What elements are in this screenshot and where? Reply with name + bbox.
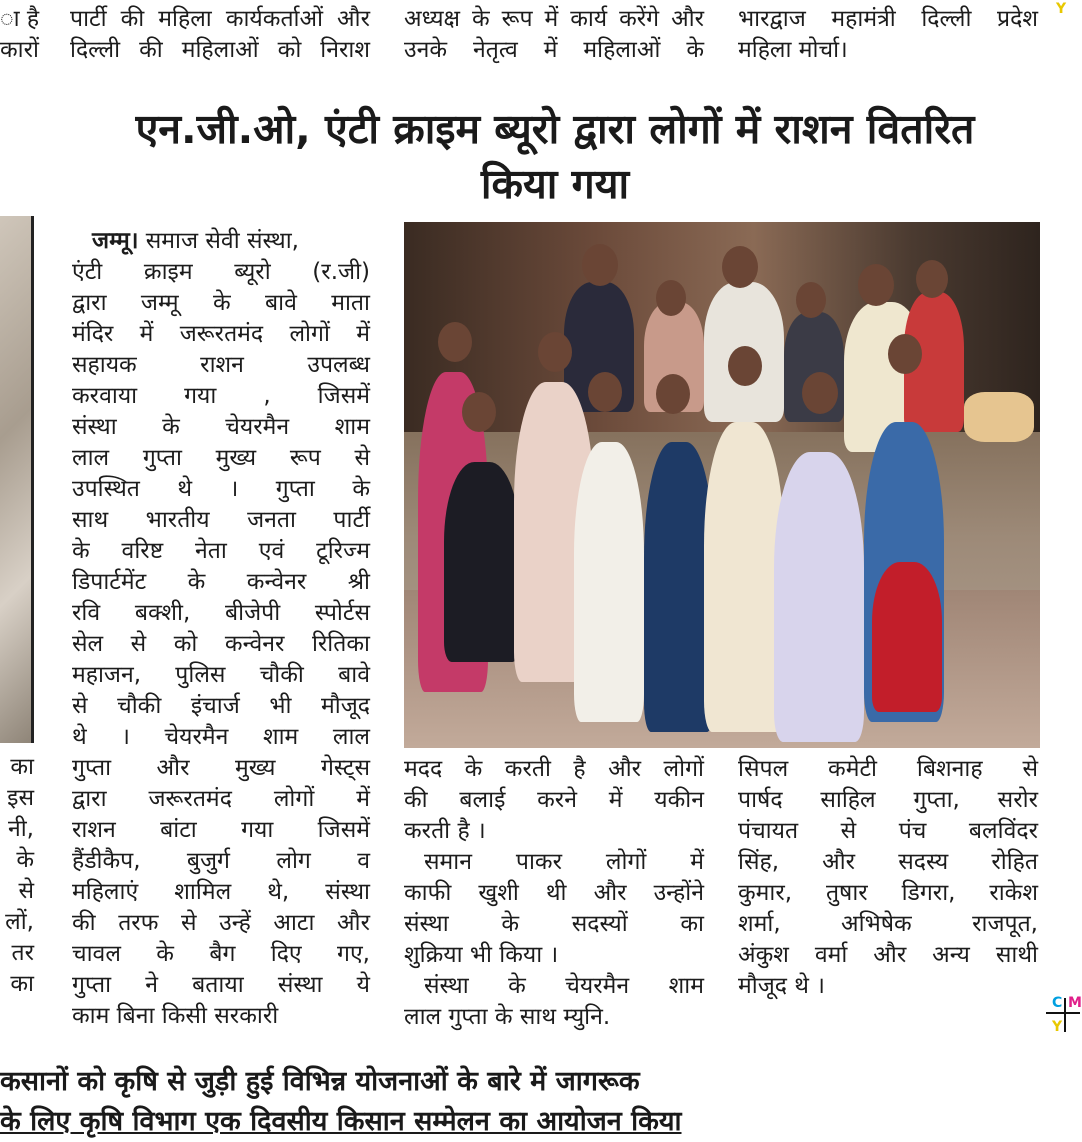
top-column-3 [738,4,1038,66]
text-line: काम बिना किसी सरकारी [72,1003,279,1029]
photo-person [444,462,520,662]
photo-head [888,334,922,374]
text-line: संस्था के सदस्यों का [404,911,704,937]
text-line: थे । चेयरमैन शाम लाल [72,724,370,750]
article-right-column [738,754,1038,1002]
text-line: का [10,754,34,780]
article-headline [60,102,1050,212]
photo-head [438,322,472,362]
headline-line-2: किया गया [480,160,630,208]
top-column-2 [404,4,704,66]
text-line: के [16,847,34,873]
text-line: द्वारा जरूरतमंद लोगों में [72,786,370,812]
text-line: महिलाएं शामिल थे, संस्था [72,879,370,905]
text-line: रवि बक्शी, बीजेपी स्पोर्टस [72,600,370,626]
photo-head [582,244,618,286]
text-line: सहायक राशन उपलब्ध [72,352,370,378]
text-line: कारों [0,37,39,63]
text-line: भारद्वाज महामंत्री दिल्ली प्रदेश [738,6,1038,32]
text-line: अंकुश वर्मा और अन्य साथी [738,942,1038,968]
text-line: कुमार, तुषार डिगरा, राकेश [738,880,1038,906]
text-line: लों, [5,909,34,935]
text-line: के वरिष्ट नेता एवं टूरिज्म [72,538,370,564]
text-line: एंटी क्राइम ब्यूरो (र.जी) [72,259,370,285]
text-line: अध्यक्ष के रूप में कार्य करेंगे और [404,6,704,32]
next-headline-line-1: कसानों को कृषि से जुड़ी हुई विभिन्न योजनाओं के बारे में जागरूक [0,1066,640,1097]
text-line: करती है । [404,818,486,844]
photo-person [872,562,942,712]
text-line: संस्था के चेयरमैन शाम [424,973,704,999]
photo-head [538,332,572,372]
photo-head [656,280,686,316]
text-line: मदद के करती है और लोगों [404,756,704,782]
next-headline-line-2: के लिए कृषि विभाग एक दिवसीय किसान सम्मेलन का आयोजन किया [0,1106,682,1137]
photo-head [588,372,622,412]
text-line: चावल के बैग दिए गए, [72,941,370,967]
adjacent-article-photo [0,216,34,743]
text-line: से [18,878,34,904]
text-line: उपस्थित थे । गुप्ता के [72,476,370,502]
text-line: शुक्रिया भी किया । [404,942,559,968]
photo-person [574,442,644,722]
text-line: से चौकी इंचार्ज भी मौजूद [72,693,370,719]
text-line: पंचायत से पंच बलविंदर [738,818,1038,844]
text-line: मंदिर में जरूरतमंद लोगों में [72,321,370,347]
text-line: राशन बांटा गया जिसमें [72,817,370,843]
text-line: डिपार्टमेंट के कन्वेनर श्री [72,569,370,595]
text-line: इस [7,785,34,811]
photo-person [704,422,784,732]
text-line: की बलाई करने में यकीन [404,787,704,813]
text-line: द्वारा जम्मू के बावे माता [72,290,370,316]
text-line: साथ भारतीय जनता पार्टी [72,507,370,533]
photo-head [728,346,762,386]
text-line: महाजन, पुलिस चौकी बावे [72,662,370,688]
text-line: तर [11,940,34,966]
text-line: लाल गुप्ता मुख्य रूप से [72,445,370,471]
top-column-1 [70,4,370,66]
registration-cross [1046,1012,1080,1014]
text-line: की तरफ से उन्हें आटा और [72,910,370,936]
photo-head [796,282,826,318]
text-line: पार्टी की महिला कार्यकर्ताओं और [70,6,370,32]
photo-food-tray [964,392,1034,442]
article-photo [404,222,1040,748]
registration-mark-top: Y [1056,1,1067,17]
text-line: करवाया गया , जिसमें [72,383,370,409]
text-line: गुप्ता ने बताया संस्था ये [72,972,370,998]
text-line: जम्मू। समाज सेवी संस्था, [92,228,299,254]
text-line: पार्षद साहिल गुप्ता, सरोर [738,787,1038,813]
article-middle-column [404,754,704,1033]
text-line: महिला मोर्चा। [738,37,848,63]
registration-mark-m: M [1068,995,1082,1011]
text-line: समान पाकर लोगों में [424,849,704,875]
text-line: शर्मा, अभिषेक राजपूत, [738,911,1038,937]
text-line: दिल्ली की महिलाओं को निराश [70,37,370,63]
next-article-headline [0,1062,1080,1142]
top-column-fragment [0,4,40,66]
registration-mark-c: C [1052,995,1063,1011]
text-line: का [10,971,34,997]
text-line: नी, [7,816,34,842]
text-line: उनके नेतृत्व में महिलाओं के [404,37,704,63]
text-line: गुप्ता और मुख्य गेस्ट्स [72,755,370,781]
photo-person [774,452,864,742]
photo-head [656,374,690,414]
photo-head [722,246,758,288]
headline-line-1: एन.जी.ओ, एंटी क्राइम ब्यूरो द्वारा लोगों में राशन वितरित [135,105,975,153]
text-line: संस्था के चेयरमैन शाम [72,414,370,440]
photo-head [802,372,838,414]
text-line: सिंह, और सदस्य रोहित [738,849,1038,875]
adjacent-article-fragments [0,752,34,1000]
text-line: हैंडीकैप, बुजुर्ग लोग व [72,848,370,874]
text-line: ा है [0,6,40,32]
article-main-column [72,226,370,1032]
registration-cross [1064,998,1066,1032]
text-line: मौजूद थे । [738,973,826,999]
text-line: काफी खुशी थी और उन्होंने [404,880,704,906]
text-line: लाल गुप्ता के साथ म्युनि. [404,1004,611,1030]
text-line: सिपल कमेटी बिशनाह से [738,756,1038,782]
registration-mark-y: Y [1052,1019,1063,1035]
text-line: सेल से को कन्वेनर रितिका [72,631,370,657]
photo-head [858,264,894,306]
photo-head [462,392,496,432]
photo-head [916,260,948,298]
